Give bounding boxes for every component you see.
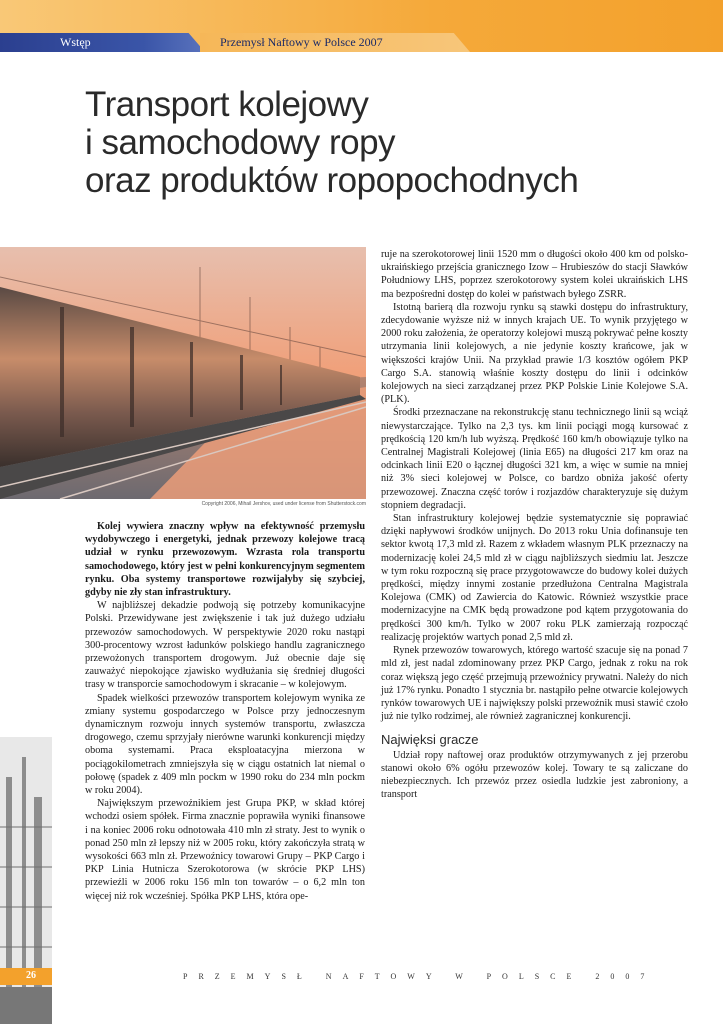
title-line-2: i samochodowy ropy	[85, 123, 396, 162]
section-heading: Najwięksi gracze	[381, 732, 479, 748]
paragraph: W najbliższej dekadzie podwoją się potrzeby komunikacyjne Polski. Przewidywane jest zwiększenie i tak już dużego udziału przewozów samochodowych. W perspektywie 2020 roku nastąpi 300-procentowy wzrost ładunków polskiego handlu zagranicznego przewożonych transportem drogowym. Już obecnie daje się zauważyć niepokojące zjawisko wydłużania się średniej długości trasy w transporcie samochodowym i skracanie – w kolejowym.	[85, 600, 365, 691]
page-number: 26	[26, 970, 36, 981]
photo-caption: Copyright 2006, Mihail Jershov, used under license from Shutterstock.com	[201, 501, 366, 507]
page-header	[0, 0, 723, 52]
paragraph: Spadek wielkości przewozów transportem kolejowym wynika ze zmiany systemu gospodarczego w Polsce przy jednoczesnym dynamicznym rozwoju innych systemów transportu, zwłaszcza drogowego, czemu sprzyjały nierówne warunki konkurencji między oboma systemami. Praca eksploatacyjna mierzona w pociągokilometrach zmniejszyła się w ciągu ostatnich lat niemal o połowę (spadek z 409 mln pockm w 1990 roku do 234 mln pockm w roku 2004).	[85, 692, 365, 797]
section-tab	[0, 33, 205, 52]
paragraph: Stan infrastruktury kolejowej będzie systematycznie się poprawiać dzięki napływowi środków unijnych. Do 2013 roku Unia dofinansuje ten sektor kwotą 17,3 mld zł. Razem z wkładem własnym PLK przeznaczy na modernizację kolei 24,5 mld zł w ciągu najbliższych siedmiu lat. Jeszcze w tym roku rozpoczną się prace przygotowawcze do budowy kolei dużych prędkości, między innymi zostanie przedłużona Centralna Magistrala Kolejowa (CMK) od Zawiercia do Katowic. Również wszystkie prace modernizacyjne na CMK będą prowadzone pod kątem przygotowania do prędkości 300 km/h. Tylko w 2007 roku PLK zamierzają rozpocząć realizację projektów wartych ponad 2,5 mld zł.	[381, 513, 688, 643]
section-label: Wstęp	[60, 35, 91, 49]
title-line-3: oraz produktów ropopochodnych	[85, 161, 579, 200]
title-line-1: Transport kolejowy	[85, 85, 369, 124]
publication-label: Przemysł Naftowy w Polsce 2007	[220, 35, 383, 49]
lead-paragraph: Kolej wywiera znaczny wpływ na efektywność przemysłu wydobywczego i energetyki, jednak przewozy kolejowe tracą udział w rynku przewozowym. Wzrasta rola transportu samochodowego, który jest w pełni konkurencyjnym segmentem rynku. Oba systemy transportowe rozwijałyby się szybciej, gdyby nie zły stan infrastruktury.	[85, 521, 365, 599]
paragraph: Istotną barierą dla rozwoju rynku są stawki dostępu do infrastruktury, zdecydowanie wyższe niż w innych krajach UE. To wynik przyjętego w 2000 roku założenia, że operatorzy kolejowi muszą pokrywać pełne koszty utrzymania linii kolejowych, a nie jedynie koszty krańcowe, jak w większości krajów Unii. Na przykład prawie 1/3 kosztów ogółem PKP Cargo S.A. stanowią właśnie koszty dostępu do linii i odcinków kolejowych na sieci zarządzanej przez PKP Polskie Linie Kolejowe S.A. (PLK).	[381, 301, 688, 406]
paragraph: Największym przewoźnikiem jest Grupa PKP, w skład której wchodzi osiem spółek. Firma znacznie poprawiła wyniki finansowe i na koniec 2006 roku odnotowała 410 mln zł straty. Jest to wynik o ponad 250 mln zł lepszy niż w 2005 roku, który zakończyła stratą w wysokości 663 mln zł. Przewoźnicy towarowi Grupy – PKP Cargo i PKP Linia Hutnicza Szerokotorowa (w skrócie PKP LHS) przewieźli w 2006 roku 156 mln ton towarów – o 6,2 mln ton więcej niż rok wcześniej. Spółka PKP LHS, która ope-	[85, 798, 365, 902]
left-column	[85, 520, 365, 903]
running-footer: PRZEMYSŁ NAFTOWY W POLSCE 2007	[183, 972, 656, 981]
right-column	[381, 248, 688, 801]
train-photo-illustration	[0, 247, 366, 499]
article-title	[85, 86, 685, 200]
page-number-badge	[0, 968, 52, 985]
paragraph: Rynek przewozów towarowych, którego wartość szacuje się na ponad 7 mld zł, jest nadal zdominowany przez PKP Cargo, jednak z roku na rok coraz większą jego część przejmują przewoźnicy prywatni. Należy do nich już 17% rynku. Ponadto 1 stycznia br. nastąpiło pełne otwarcie kolejowych rynków towarowych UE i największy polski przewoźnik musi stawić czoło już nie tylko rodzimej, ale również zagranicznej konkurencji.	[381, 645, 688, 723]
paragraph-continued: ruje na szerokotorowej linii 1520 mm o długości około 400 km od polsko-ukraińskiego przejścia granicznego Izow – Hrubieszów do stacji Sławków Południowy LHS, poprzez szerokotorowy system kolei ukraińskich LHS ma bezpośredni dostęp do kolei w państwach byłego ZSRR.	[381, 249, 688, 300]
paragraph: Środki przeznaczane na rekonstrukcję stanu technicznego linii są wciąż niewystarczające. Tylko na 2,3 tys. km linii pociągi mogą kursować z prędkością 120 km/h lub wyższą. Prędkość 160 km/h obowiązuje tylko na Centralnej Magistrali Kolejowej (linia E65) na długości 217 km oraz na odcinkach linii E20 o łącznej długości 321 km, a więc w sumie na mniej niż 3% sieci kolejowej w Polsce, co bardzo obniża jakość oferty przewozowej. Znaczna część torów i rozjazdów charakteryzuje się dużym stopniem degradacji.	[381, 407, 688, 511]
train-tank-cars-photo	[0, 247, 366, 499]
paragraph: Udział ropy naftowej oraz produktów otrzymywanych z jej przerobu stanowi około 6% ogółu przewozów kolej. Towary te są zaliczane do niebezpiecznych. Ich przewóz przez osiedla ludzkie jest zabroniony, a transport	[381, 749, 688, 801]
